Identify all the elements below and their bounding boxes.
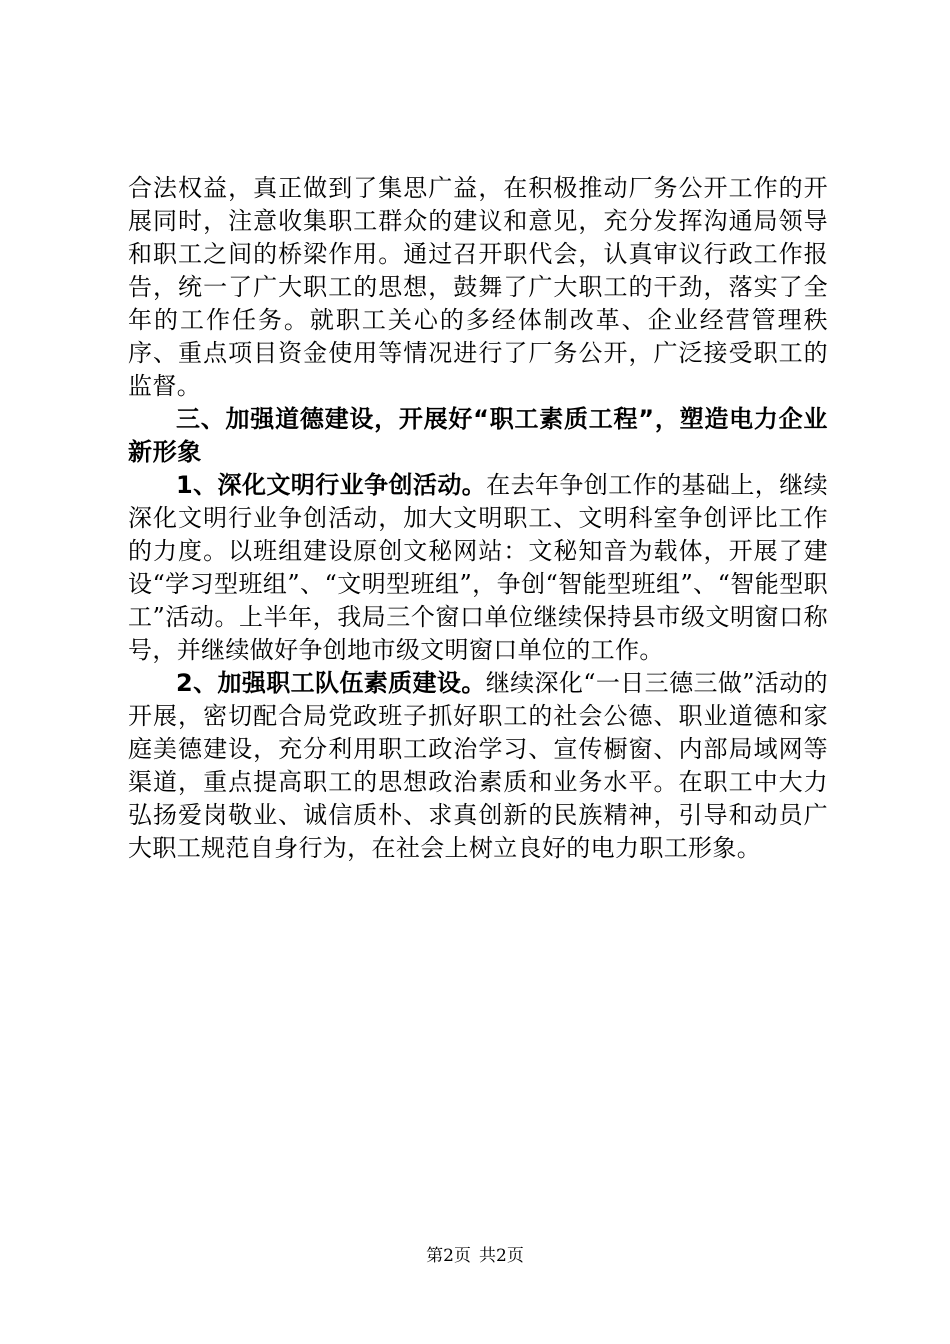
paragraph-text: 在去年争创工作的基础上，继续深化文明行业争创活动，加大文明职工、文明科室争创评比工作的力度。以班组建设原创文秘网站：文秘知音为载体，开展了建设“学习型班组”、“文明型班组”，争创“智能型班组”、“智能型职工”活动。上半年，我局三个窗口单位继续保持县市级文明窗口称号，并继续做好争创地市级文明窗口单位的工作。: [128, 471, 828, 664]
paragraph-lead: 1、深化文明行业争创活动。: [176, 471, 487, 499]
section-heading: [128, 403, 828, 469]
page-total: 共2页: [479, 1246, 524, 1266]
page-number: 第2页: [426, 1246, 471, 1266]
paragraph-text: 合法权益，真正做到了集思广益，在积极推动厂务公开工作的开展同时，注意收集职工群众的建议和意见，充分发挥沟通局领导和职工之间的桥梁作用。通过召开职代会，认真审议行政工作报告，统一了广大职工的思想，鼓舞了广大职工的干劲，落实了全年的工作任务。就职工关心的多经体制改革、企业经营管理秩序、重点项目资金使用等情况进行了厂务公开，广泛接受职工的监督。: [128, 174, 828, 400]
section-heading-text: 三、加强道德建设，开展好“职工素质工程”，塑造电力企业新形象: [128, 405, 828, 466]
paragraph-rights: [128, 172, 828, 403]
paragraph-civilization: [128, 469, 828, 667]
paragraph-text: 继续深化“一日三德三做”活动的开展，密切配合局党政班子抓好职工的社会公德、职业道德和家庭美德建设，充分利用职工政治学习、宣传橱窗、内部局域网等渠道，重点提高职工的思想政治素质和业务水平。在职工中大力弘扬爱岗敬业、诚信质朴、求真创新的民族精神，引导和动员广大职工规范自身行为，在社会上树立良好的电力职工形象。: [128, 669, 829, 862]
document-body: [128, 172, 828, 865]
paragraph-lead: 2、加强职工队伍素质建设。: [176, 669, 486, 697]
page-footer: [0, 1244, 950, 1268]
paragraph-quality: [128, 667, 828, 865]
